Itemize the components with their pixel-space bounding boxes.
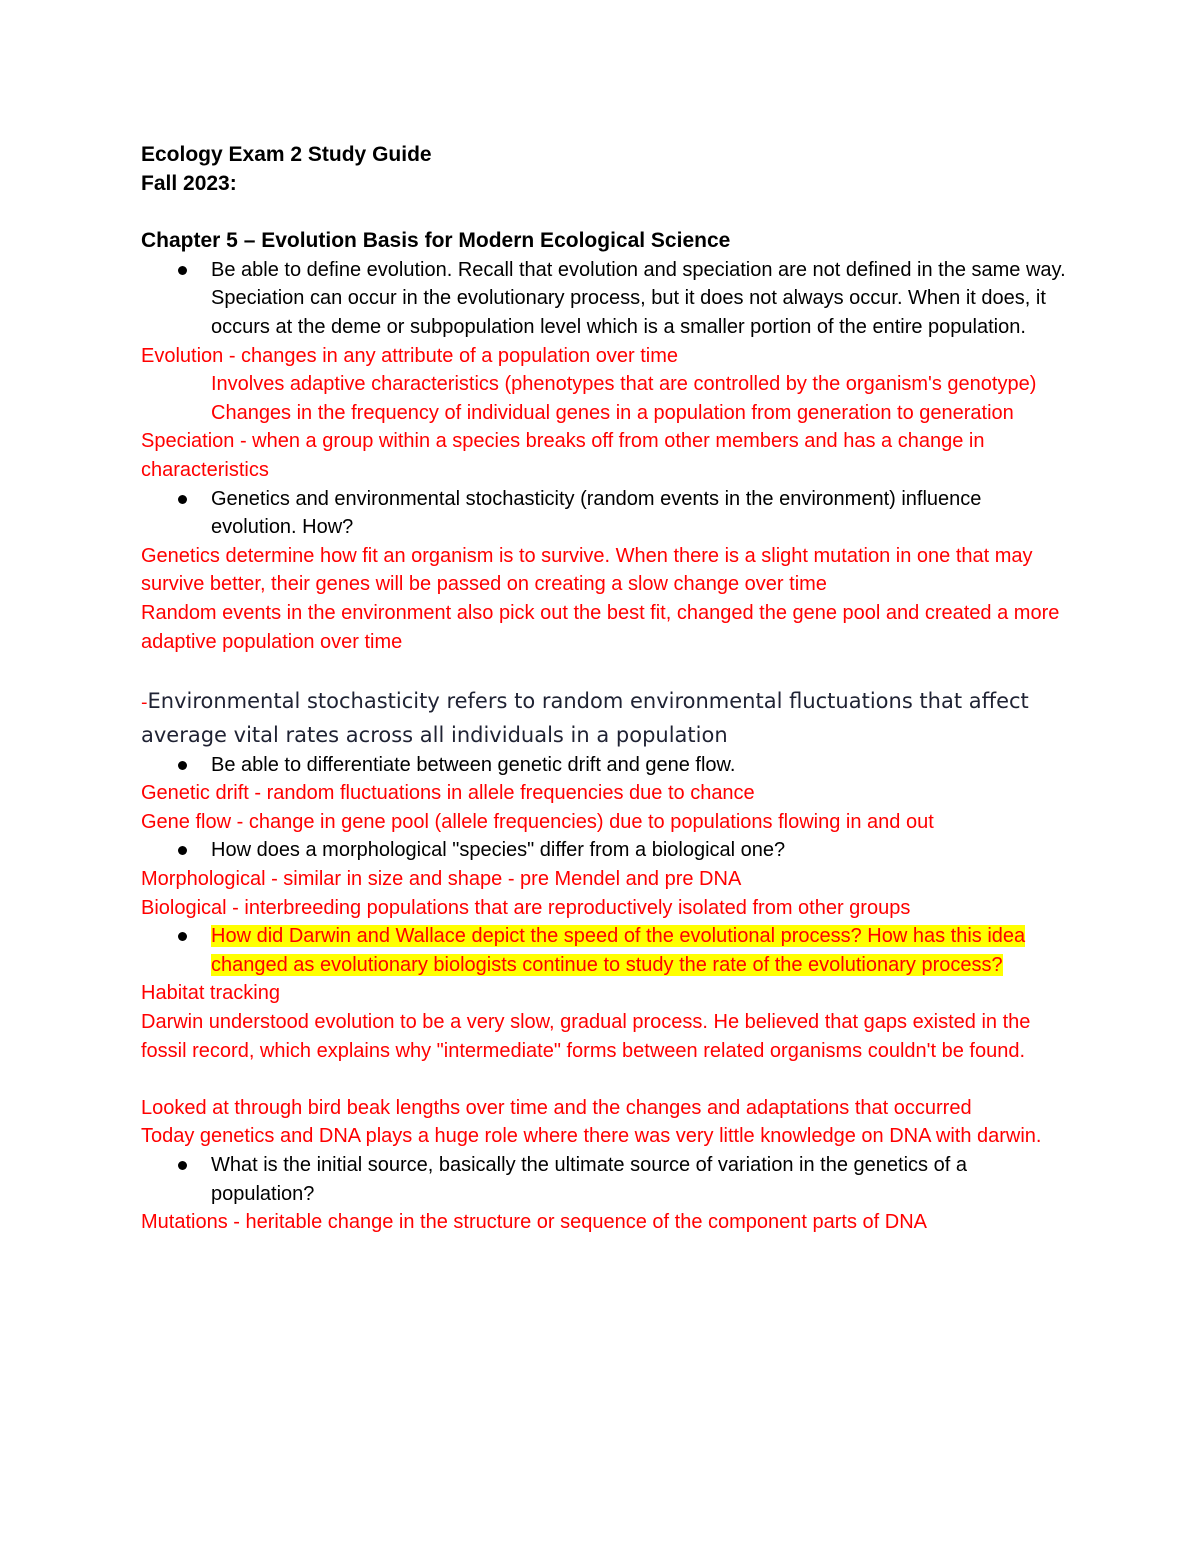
dash-mark: - (141, 691, 148, 713)
bullet-define-evolution (141, 256, 1066, 342)
bullet-text: Genetics and environmental stochasticity (random events in the environment) influence evolution. How? (211, 487, 982, 539)
bullet-text: What is the initial source, basically the ultimate source of variation in the genetics of a population? (211, 1154, 967, 1205)
env-stochasticity-text: Environmental stochasticity refers to random environmental fluctuations that affect average vital rates across all individuals in a population (141, 688, 1029, 747)
answer-habitat-tracking: Habitat tracking (141, 982, 280, 1005)
doc-term: Fall 2023: (141, 171, 237, 195)
answer-genetic-drift: Genetic drift - random fluctuations in allele frequencies due to chance (141, 782, 755, 805)
bullet-text: How does a morphological "species" differ from a biological one? (211, 839, 786, 862)
answer-darwin-gradual: Darwin understood evolution to be a very slow, gradual process. He believed that gaps existed in the fossil record, which explains why "intermediate" forms between related organisms couldn't be found. (141, 1011, 1031, 1062)
bullet-drift-vs-flow (141, 751, 1066, 780)
spacer (141, 1065, 1066, 1094)
bullet-dot (178, 266, 187, 275)
doc-title: Ecology Exam 2 Study Guide (141, 143, 432, 166)
bullet-dot (178, 761, 187, 770)
document-body (141, 141, 1066, 1237)
answer-bird-beaks: Looked at through bird beak lengths over time and the changes and adaptations that occurred (141, 1096, 972, 1119)
answer-genetics: Genetics determine how fit an organism is to survive. When there is a slight mutation in one that may survive better, their genes will be passed on creating a slow change over time (141, 544, 1033, 596)
bullet-dot (178, 495, 187, 504)
answer-biological: Biological - interbreeding populations that are reproductively isolated from other groups (141, 896, 911, 919)
answer-speciation-definition: Speciation - when a group within a species breaks off from other members and has a change in characteristics (141, 430, 985, 481)
highlighted-bullet-text: How did Darwin and Wallace depict the speed of the evolutional process? How has this idea changed as evolutionary biologists continue to study the rate of the evolutionary process? (211, 925, 1026, 976)
answer-today-genetics: Today genetics and DNA plays a huge role where there was very little knowledge on DNA with darwin. (141, 1125, 1042, 1148)
bullet-text: Be able to differentiate between genetic drift and gene flow. (211, 753, 736, 776)
spacer (141, 656, 1066, 685)
answer-morphological: Morphological - similar in size and shape - pre Mendel and pre DNA (141, 868, 742, 891)
chapter-heading: Chapter 5 – Evolution Basis for Modern Ecological Science (141, 229, 731, 253)
bullet-dot (178, 1161, 187, 1170)
answer-random-events: Random events in the environment also pick out the best fit, changed the gene pool and created a more adaptive population over time (141, 601, 1060, 653)
bullet-dot (178, 846, 187, 855)
bullet-genetics-stochasticity (141, 485, 1066, 542)
env-stochasticity-note (141, 685, 1066, 751)
bullet-source-of-variation (141, 1151, 1066, 1208)
answer-gene-flow: Gene flow - change in gene pool (allele frequencies) due to populations flowing in and out (141, 810, 934, 833)
bullet-morphological-species (141, 836, 1066, 865)
bullet-text: Be able to define evolution. Recall that evolution and speciation are not defined in the same way. Speciation can occur in the evolutionary process, but it does not always occur. When it does, it occurs at the deme or subpopulation level which is a smaller portion of the entire population. (211, 258, 1066, 338)
answer-adaptive-characteristics: Involves adaptive characteristics (phenotypes that are controlled by the organism's genotype) (211, 373, 1037, 396)
bullet-dot (178, 932, 187, 941)
bullet-darwin-wallace-highlighted (141, 922, 1066, 979)
answer-mutations: Mutations - heritable change in the structure or sequence of the component parts of DNA (141, 1211, 927, 1234)
answer-evolution-definition: Evolution - changes in any attribute of a population over time (141, 344, 678, 367)
answer-gene-frequency: Changes in the frequency of individual genes in a population from generation to generation (211, 401, 1014, 424)
